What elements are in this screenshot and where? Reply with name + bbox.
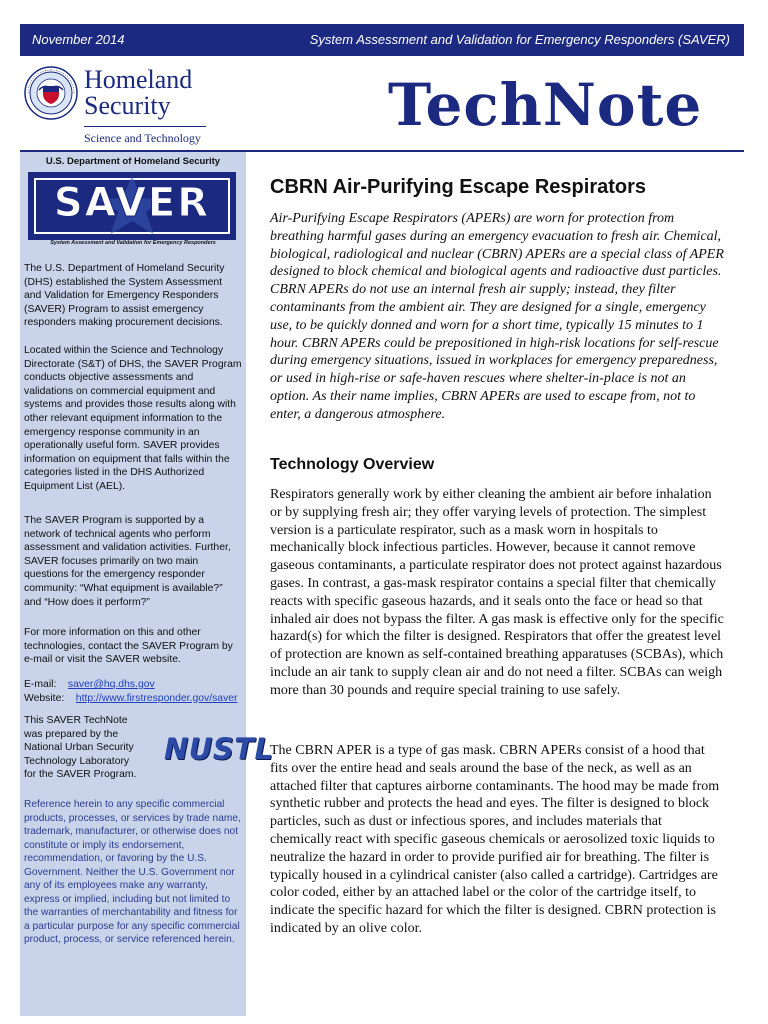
article-title: CBRN Air-Purifying Escape Respirators xyxy=(270,176,647,198)
article-intro: Air-Purifying Escape Respirators (APERs) are worn for protection from breathing harmful gases during an emergency evacuation to fresh air. Chemical, biological, radiological and nuclear (CBRN) APERs are a special class of APER designed to block chemical and biological agents and radioactive dust particles. CBRN APERs do not use an internal fresh air supply; instead, they filter contaminants from the ambient air. They are designed for a single, emergency use, to be quickly donned and worn for a short time, typically 15 minutes to 1 hour. CBRN APERs could be prepositioned in high-risk locations for self-rescue during emergency situations, issued in workplaces for emergency preparedness, or used in high-rise or safe-haven rescues where shelter-in-place is not an option. As their name implies, CBRN APERs are used to escape from, not to enter, a dangerous atmosphere. xyxy=(270,211,724,422)
dhs-wordmark-line2: Security xyxy=(84,91,171,120)
website-link[interactable]: http://www.firstresponder.gov/saver xyxy=(75,692,238,704)
sidebar-paragraph-about: The U.S. Department of Homeland Security (DHS) established the System Assessment and Validation for Emergency Responders (SAVER) Program to assist emergency responders making procurement decisions. xyxy=(24,263,225,329)
dhs-seal-icon xyxy=(24,66,78,120)
body-paragraph-1: Respirators generally work by either cleaning the ambient air before inhalation or by supplying fresh air; they offer varying levels of protection. The simplest version is a particulate respirator, such as a mask worn in hospitals to mechanically block infectious particles. However, because it cannot remove gaseous contaminants, a particulate respirator does not protect against hazardous gases. In contrast, a gas-mask respirator contains a special filter that chemically reacts with specific gaseous hazards, and it seals onto the face or head so that inhaled air does not bypass the filter. A gas mask is effective only for the specific hazard(s) for which the filter is designed. Respirators that offer the greatest level of protection are known as self-contained breathing apparatuses (SCBAs), which include an air tank to supply clean air and do not need a filter. SCBAs can weigh more than 30 pounds and require special training to use safely. xyxy=(270,487,724,698)
sidebar-paragraph-location: Located within the Science and Technology Directorate (S&T) of DHS, the SAVER Program conducts objective assessments and validations on commercial equipment and systems and provides those results along with other relevant equipment information to the emergency response community in an operationally useful form. SAVER provides information on equipment that falls within the categories listed in the DHS Authorized Equipment List (AEL). xyxy=(24,345,242,492)
email-label: E-mail: xyxy=(24,679,57,690)
saver-logo xyxy=(28,172,236,240)
dhs-subtitle: Science and Technology xyxy=(84,131,201,145)
website-row xyxy=(24,692,242,706)
email-link[interactable]: saver@hq.dhs.gov xyxy=(67,679,155,690)
logo-divider xyxy=(84,126,206,127)
sidebar xyxy=(20,152,274,1016)
sidebar-paragraph-support: The SAVER Program is supported by a network of technical agents who perform assessment and validation activities. Further, SAVER focuses primarily on two main questions for the emergency responder community: “What equipment is available?” and “How does it perform?” xyxy=(24,515,231,608)
body-paragraph-2: The CBRN APER is a type of gas mask. CBRN APERs consist of a hood that fits over the entire head and seals around the base of the neck, as well as an attached filter that captures airborne contaminants. The hood may be made from synthetic rubber and protects the head and eyes. The filter is designed to block particles, such as dust or infectious spores, and includes materials that chemically react with specific gaseous chemicals or aerosolized toxic liquids to neutralize the hazard in order to provide purified air for breathing. The filter is typically housed in a cylindrical canister (also called a cartridge). Cartridges are color coded, either by an attached label or the color of the cartridge itself, to indicate the specific hazard for which the filter is designed. CBRN protection is indicated by an olive color. xyxy=(270,743,720,936)
nustl-logo: NUSTL xyxy=(164,732,274,766)
contact-block xyxy=(24,678,242,705)
saver-wordmark: SAVER xyxy=(53,180,211,226)
saver-tagline: System Assessment and Validation for Emergency Responders xyxy=(50,240,216,246)
website-label: Website: xyxy=(24,692,65,704)
dhs-wordmark-line1: Homeland xyxy=(84,65,193,94)
program-name: System Assessment and Validation for Emergency Responders (SAVER) xyxy=(309,32,730,47)
masthead-title: TechNote xyxy=(388,71,703,139)
dhs-logo xyxy=(24,64,236,150)
header-bar xyxy=(20,24,744,56)
prepared-by-text: This SAVER TechNote was prepared by the National Urban Security Technology Laboratory for the SAVER Program. xyxy=(24,715,137,781)
sidebar-paragraph-contact: For more information on this and other technologies, contact the SAVER Program by e-mail or visit the SAVER website. xyxy=(24,627,233,666)
disclaimer-text: Reference herein to any specific commercial products, processes, or services by trade name, trademark, manufacturer, or otherwise does not constitute or imply its endorsement, recommendation, or favoring by the U.S. Government. Neither the U.S. Government nor any of its employees make any warranty, express or implied, including but not limited to the warranties of merchantability and fitness for a particular purpose for any specific commercial product, process, or service referenced herein. xyxy=(24,799,241,945)
sidebar-heading: U.S. Department of Homeland Security xyxy=(45,156,221,167)
section-heading: Technology Overview xyxy=(270,456,435,473)
email-row xyxy=(24,678,242,692)
issue-date: November 2014 xyxy=(32,32,125,47)
